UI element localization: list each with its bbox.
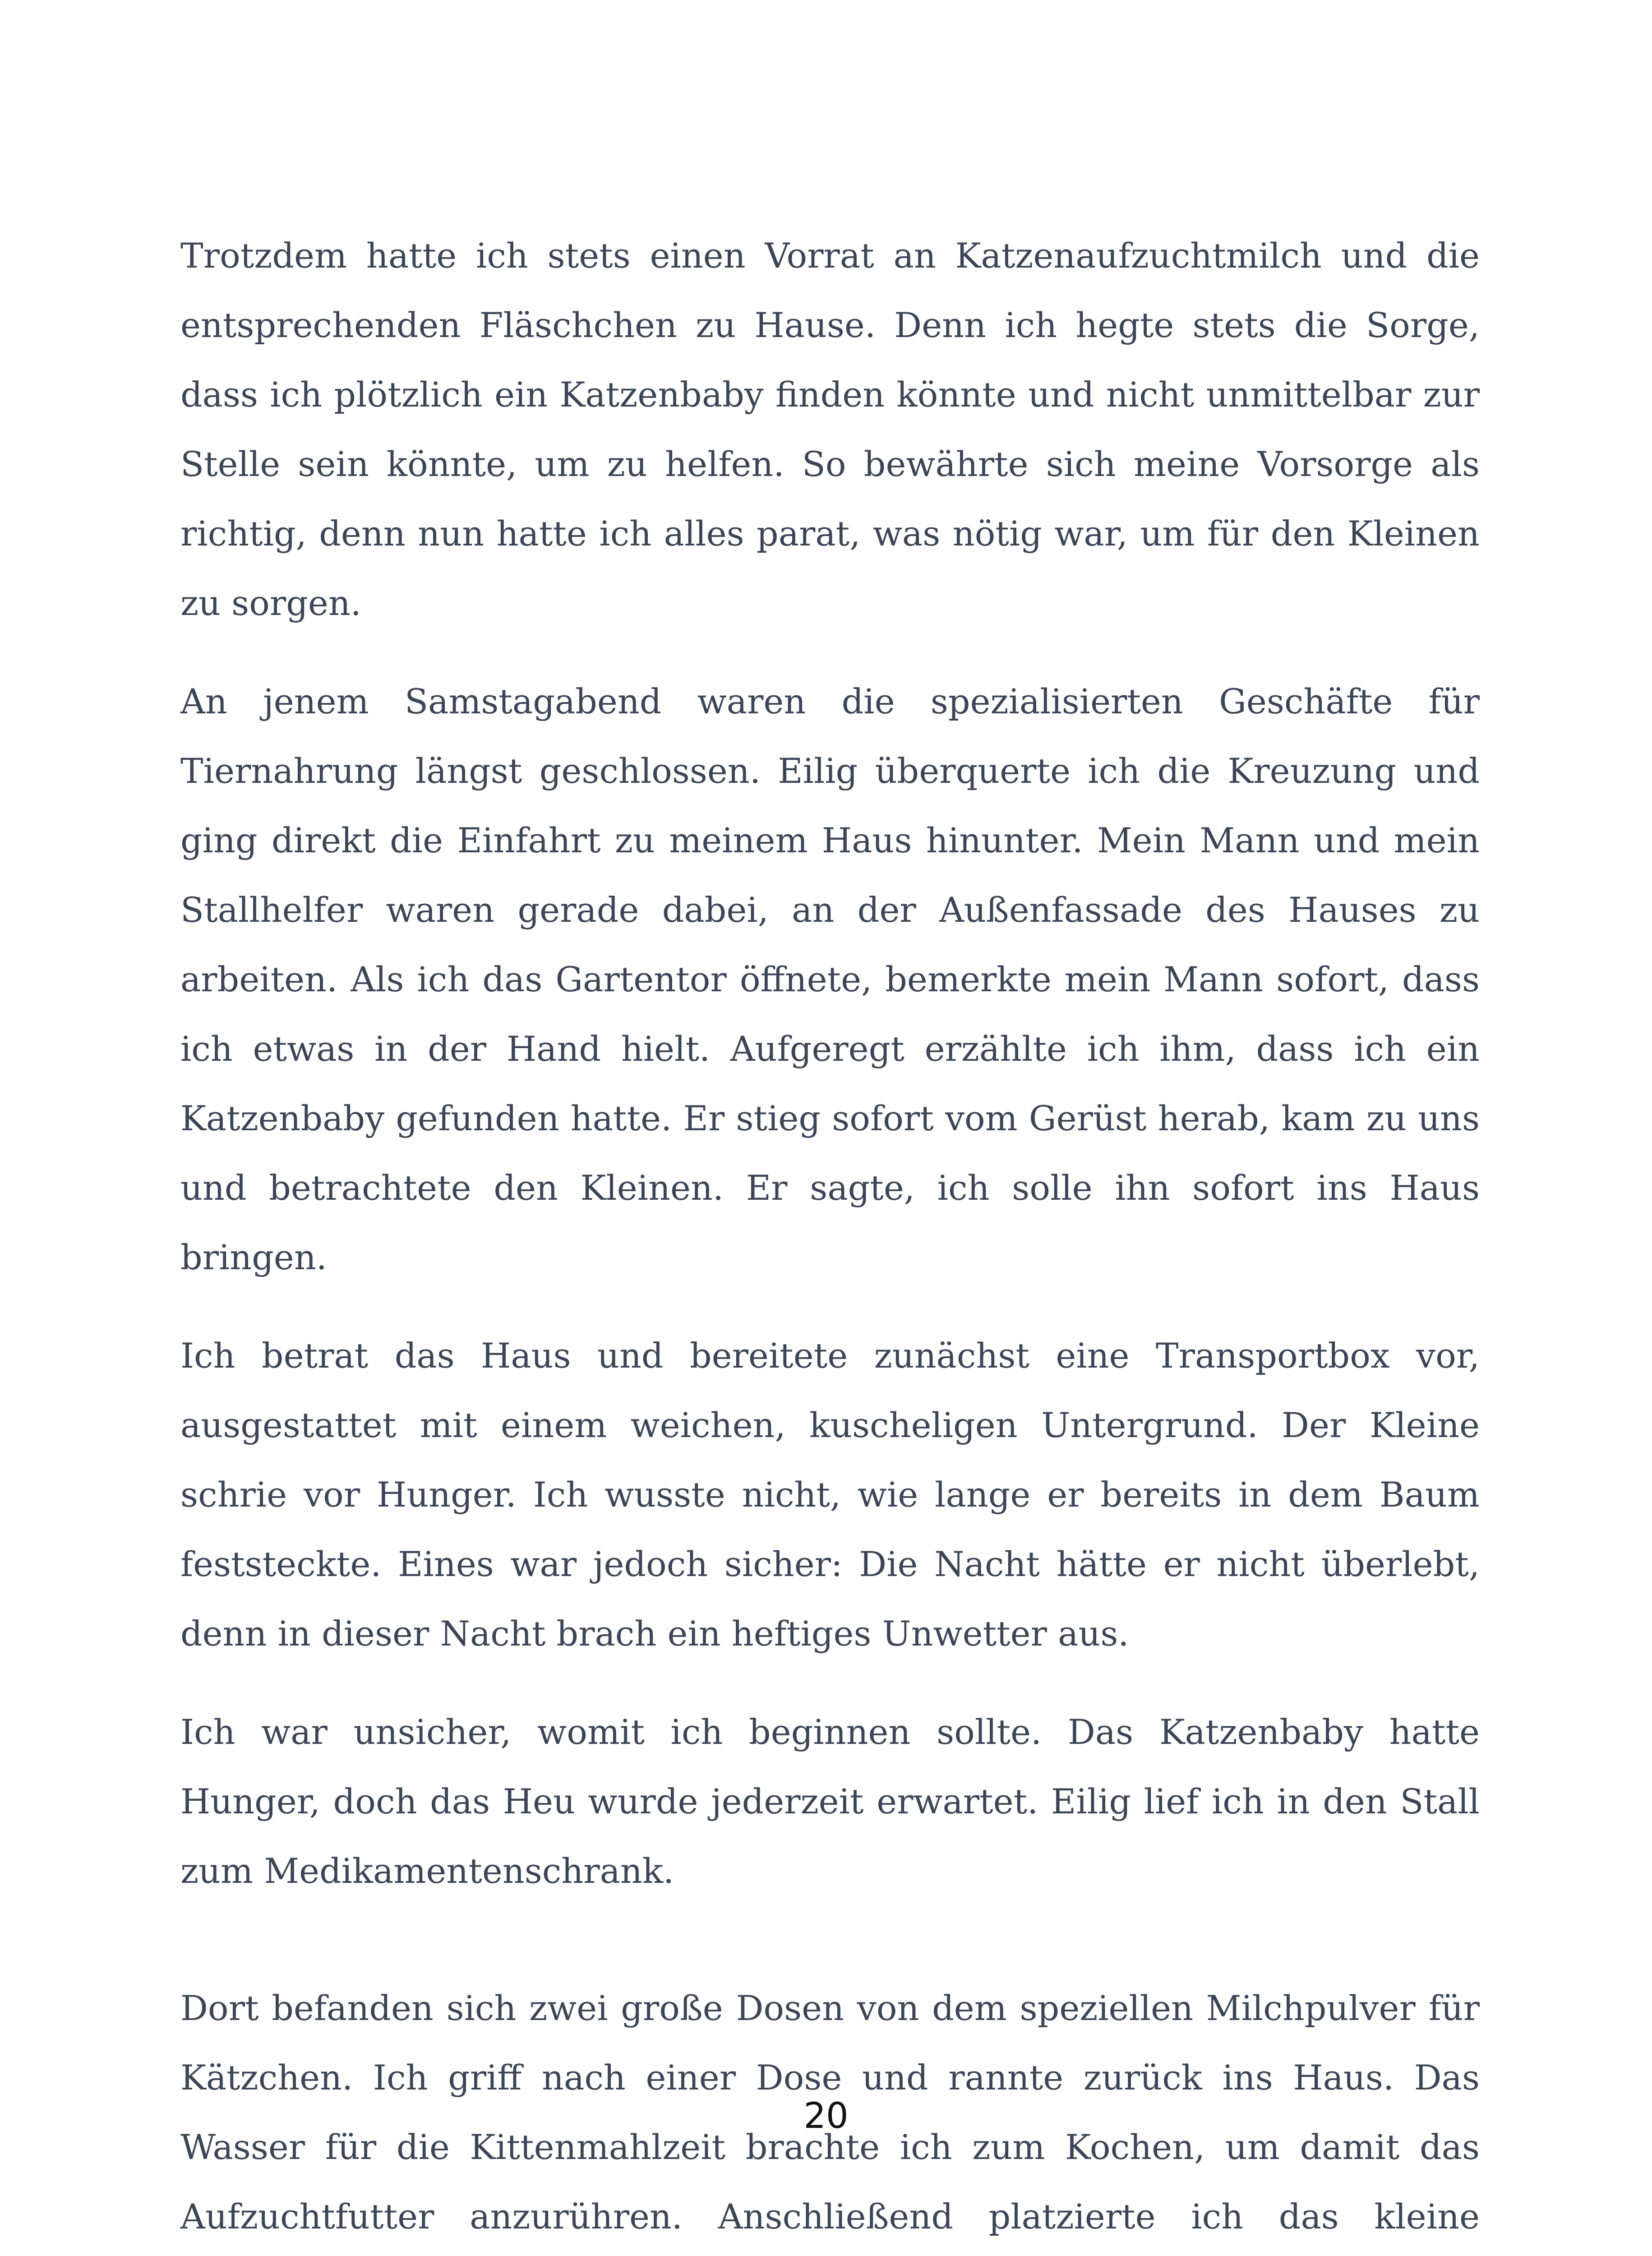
body-text bbox=[180, 221, 1480, 2256]
paragraph: Trotzdem hatte ich stets einen Vorrat an Katzenaufzuchtmilch und die entsprechenden Fläschchen zu Hause. Denn ich hegte stets die Sorge, dass ich plötzlich ein Katzenbaby finden könnte und nicht unmittelbar zur Stelle sein könnte, um zu helfen. So bewährte sich meine Vorsorge als richtig, denn nun hatte ich alles parat, was nötig war, um für den Kleinen zu sorgen. bbox=[180, 236, 1480, 623]
paragraph: Dort befanden sich zwei große Dosen von dem speziellen Milchpulver für Kätzchen. Ich griff nach einer Dose und rannte zurück ins Haus. Das Wasser für die Kittenmahlzeit brachte ich zum Kochen, um damit das Aufzuchtfutter anzurühren. Anschließend platzierte ich das kleine bbox=[180, 1988, 1480, 2237]
paragraph: Ich betrat das Haus und bereitete zunächst eine Transportbox vor, ausgestattet mit einem weichen, kuscheligen Untergrund. Der Kleine schrie vor Hunger. Ich wusste nicht, wie lange er bereits in dem Baum feststeckte. Eines war jedoch sicher: Die Nacht hätte er nicht überlebt, denn in dieser Nacht brach ein heftiges Unwetter aus. bbox=[180, 1336, 1480, 1654]
paragraph: An jenem Samstagabend waren die spezialisierten Geschäfte für Tiernahrung längst geschlossen. Eilig überquerte ich die Kreuzung und ging direkt die Einfahrt zu meinem Haus hinunter. Mein Mann und mein Stallhelfer waren gerade dabei, an der Außenfassade des Hauses zu arbeiten. Als ich das Gartentor öffnete, bemerkte mein Mann sofort, dass ich etwas in der Hand hielt. Aufgeregt erzählte ich ihm, dass ich ein Katzenbaby gefunden hatte. Er stieg sofort vom Gerüst herab, kam zu uns und betrachtete den Kleinen. Er sagte, ich solle ihn sofort ins Haus bringen. bbox=[180, 681, 1480, 1277]
page-number: 20 bbox=[803, 2096, 849, 2136]
paragraph: Ich war unsicher, womit ich beginnen sollte. Das Katzenbaby hatte Hunger, doch das Heu wurde jederzeit erwartet. Eilig lief ich in den Stall zum Medikamentenschrank. bbox=[180, 1712, 1480, 1891]
